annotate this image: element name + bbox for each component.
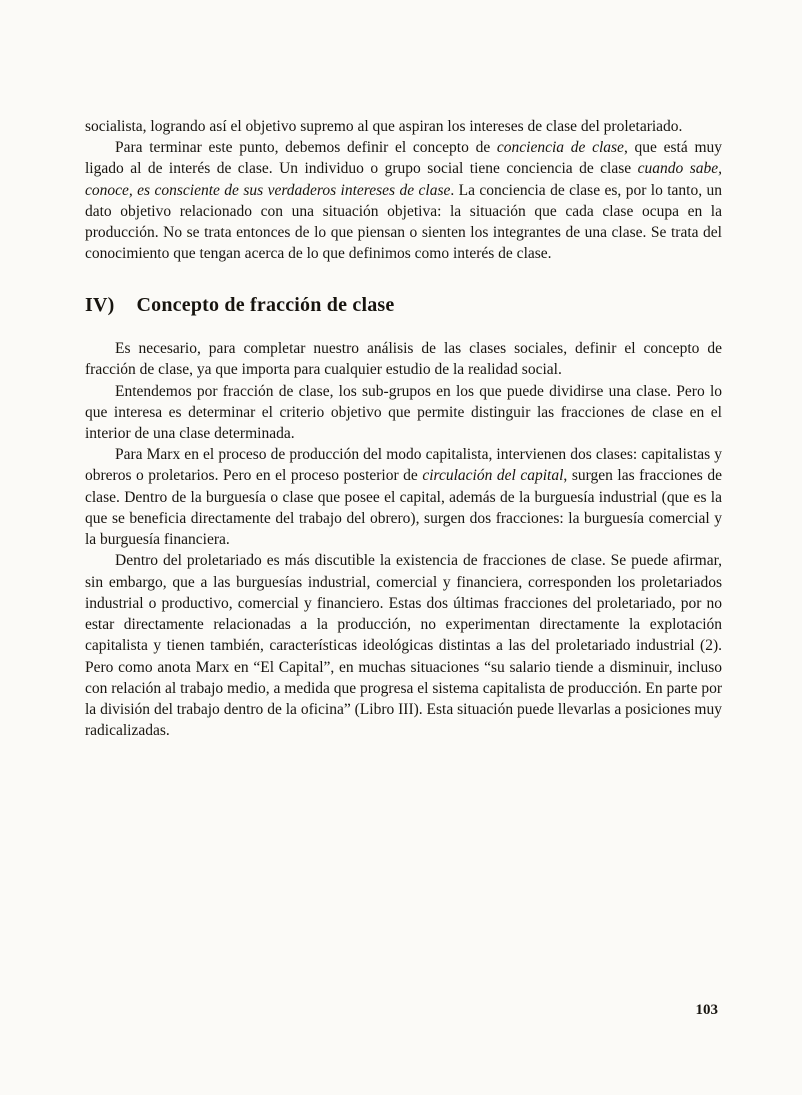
page-content: [85, 116, 722, 741]
paragraph: Para Marx en el proceso de producción del modo capitalista, intervienen dos clases: capitalistas y obreros o proletarios. Pero en el proceso posterior de circulación del capital, surgen las fracciones de clase. Dentro de la burguesía o clase que posee el capital, además de la burguesía industrial (que es la que se beneficia directamente del trabajo del obrero), surgen dos fracciones: la burguesía comercial y la burguesía financiera.: [85, 446, 722, 549]
page-number: 103: [695, 1002, 718, 1018]
paragraph: Es necesario, para completar nuestro análisis de las clases sociales, definir el concepto de fracción de clase, ya que importa para cualquier estudio de la realidad social.: [85, 340, 722, 379]
section-heading: [85, 292, 722, 319]
paragraph: Dentro del proletariado es más discutible la existencia de fracciones de clase. Se puede afirmar, sin embargo, que a las burguesías industrial, comercial y financiera, corresponden los proletariados industrial o productivo, comercial y financiero. Estas dos últimas fracciones del proletariado, por no estar directamente relacionadas a la producción, no experimentan directamente la explotación capitalista y tienen también, características ideológicas distintas a las del proletariado industrial (2). Pero como anota Marx en “El Capital”, en muchas situaciones “su salario tiende a disminuir, incluso con relación al trabajo medio, a medida que progresa el sistema capitalista de producción. En parte por la división del trabajo dentro de la oficina” (Libro III). Esta situación puede llevarlas a posiciones muy radicalizadas.: [85, 552, 722, 740]
section-title: Concepto de fracción de clase: [136, 293, 395, 316]
section-numeral: IV): [85, 293, 115, 316]
paragraph: Entendemos por fracción de clase, los sub-grupos en los que puede dividirse una clase. Pero lo que interesa es determinar el criterio objetivo que permite distinguir las fracciones de clase en el interior de una clase determinada.: [85, 382, 722, 442]
paragraph: socialista, logrando así el objetivo supremo al que aspiran los intereses de clase del proletariado.: [85, 118, 683, 135]
paragraph: Para terminar este punto, debemos definir el concepto de conciencia de clase, que está muy ligado al de interés de clase. Un individuo o grupo social tiene conciencia de clase cuando sabe, conoce, es consciente de sus verdaderos intereses de clase. La conciencia de clase es, por lo tanto, un dato objetivo relacionado con una situación objetiva: la situación que cada clase ocupa en la producción. No se trata entonces de lo que piensan o sienten los integrantes de una clase. Se trata del conocimiento que tengan acerca de lo que definimos como interés de clase.: [85, 139, 722, 263]
